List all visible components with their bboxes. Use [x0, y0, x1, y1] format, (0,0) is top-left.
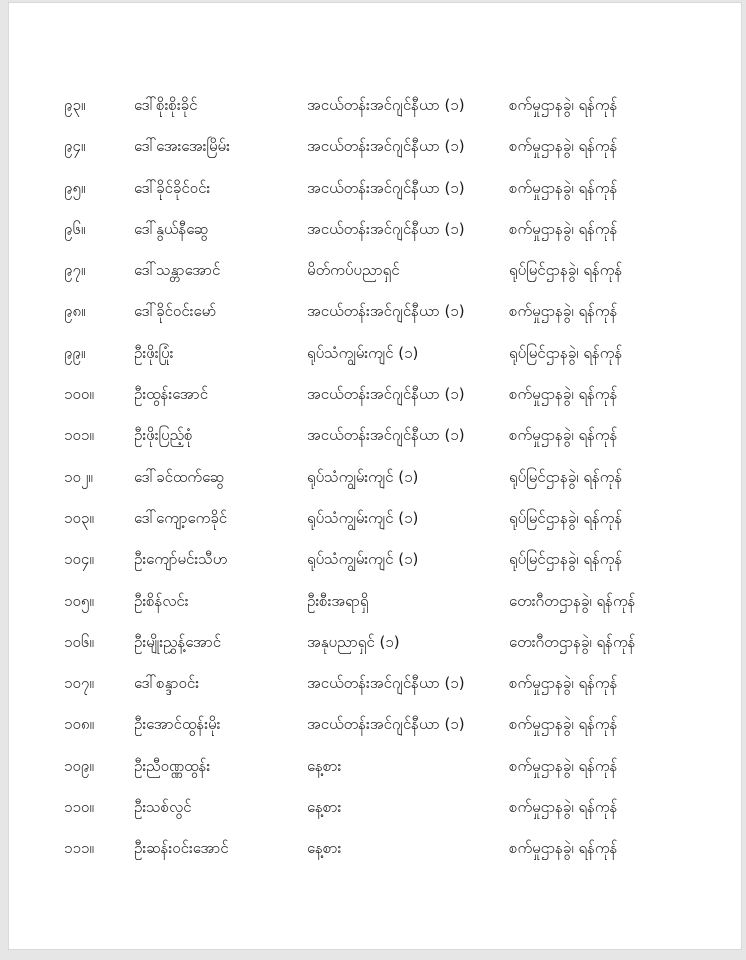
position-title: ရုပ်သံကျွမ်းကျင် (၁): [307, 343, 419, 362]
position-title: မိတ်ကပ်ပညာရှင်: [307, 261, 400, 280]
position-title: ရုပ်သံကျွမ်းကျင် (၁): [307, 508, 419, 527]
position-title: အငယ်တန်းအင်ဂျင်နီယာ (၁): [307, 96, 465, 114]
person-name: ဒေါ်ခိုင်ခိုင်ဝင်း: [134, 178, 211, 197]
position-title: အငယ်တန်းအင်ဂျင်နီယာ (၁): [307, 178, 465, 197]
department: ရုပ်မြင်ဌာနခွဲ၊ ရန်ကုန်: [509, 508, 623, 527]
person-name: ဒေါ်ခင်ထက်ဆွေ: [134, 467, 225, 486]
staff-list: [9, 83, 741, 868]
department: ရုပ်မြင်ဌာနခွဲ၊ ရန်ကုန်: [509, 343, 623, 362]
person-name: ဒေါ်အေးအေးမြိမ်း: [134, 137, 230, 156]
position-title: အငယ်တန်းအင်ဂျင်နီယာ (၁): [307, 426, 465, 445]
position-title: နေ့စား: [307, 798, 342, 817]
list-item: [9, 413, 741, 454]
list-item: [9, 124, 741, 165]
row-number: ၁၀၀။: [64, 385, 94, 404]
person-name: ဦးအောင်ထွန်းမိုး: [134, 715, 221, 734]
department: စက်မှုဌာနခွဲ၊ ရန်ကုန်: [509, 137, 618, 156]
person-name: ဦးကျော်မင်းသီဟ: [134, 550, 228, 569]
row-number: ၁၀၅။: [64, 591, 94, 610]
person-name: ဒေါ်ခိုင်ဝင်းမော်: [134, 302, 217, 321]
department: စက်မှုဌာနခွဲ၊ ရန်ကုန်: [509, 674, 618, 693]
department: တေးဂီတဌာနခွဲ၊ ရန်ကုန်: [509, 591, 636, 610]
department: ရုပ်မြင်ဌာနခွဲ၊ ရန်ကုန်: [509, 261, 623, 280]
person-name: ဦးဖိုးပြုံး: [134, 343, 174, 362]
department: စက်မှုဌာနခွဲ၊ ရန်ကုန်: [509, 715, 618, 734]
person-name: ဦးဆန်းဝင်းအောင်: [134, 839, 229, 858]
row-number: ၁၀၁။: [64, 426, 94, 445]
person-name: ဒေါ်နွယ်နီဆွေ: [134, 219, 209, 238]
list-item: [9, 248, 741, 289]
position-title: အငယ်တန်းအင်ဂျင်နီယာ (၁): [307, 385, 465, 404]
list-item: [9, 579, 741, 620]
row-number: ၁၀၇။: [64, 674, 94, 693]
row-number: ၉၆။: [64, 219, 86, 238]
list-item: [9, 537, 741, 578]
row-number: ၁၁၁။: [64, 839, 94, 858]
row-number: ၉၃။: [64, 96, 86, 114]
position-title: နေ့စား: [307, 756, 342, 775]
department: စက်မှုဌာနခွဲ၊ ရန်ကုန်: [509, 302, 618, 321]
list-item: [9, 620, 741, 661]
person-name: ဦးစိန်လင်း: [134, 591, 189, 610]
row-number: ၁၁၀။: [64, 798, 94, 817]
list-item: [9, 166, 741, 207]
department: ရုပ်မြင်ဌာနခွဲ၊ ရန်ကုန်: [509, 467, 623, 486]
person-name: ဦးသစ်လွင်: [134, 798, 192, 817]
position-title: အငယ်တန်းအင်ဂျင်နီယာ (၁): [307, 219, 465, 238]
row-number: ၁၀၂။: [64, 467, 93, 486]
department: ရုပ်မြင်ဌာနခွဲ၊ ရန်ကုန်: [509, 550, 623, 569]
row-number: ၁၀၃။: [64, 508, 94, 527]
department: စက်မှုဌာနခွဲ၊ ရန်ကုန်: [509, 96, 618, 114]
person-name: ဦးမျိုးညွှန့်အောင်: [134, 632, 222, 651]
list-item: [9, 372, 741, 413]
department: တေးဂီတဌာနခွဲ၊ ရန်ကုန်: [509, 632, 636, 651]
list-item: [9, 744, 741, 785]
row-number: ၁၀၆။: [64, 632, 94, 651]
position-title: အငယ်တန်းအင်ဂျင်နီယာ (၁): [307, 674, 465, 693]
position-title: အငယ်တန်းအင်ဂျင်နီယာ (၁): [307, 302, 465, 321]
person-name: ဦးညီဝဏ္ဏထွန်း: [134, 756, 211, 775]
list-item: [9, 785, 741, 826]
person-name: ဒေါ်ကျော့ကေခိုင်: [134, 508, 228, 527]
row-number: ၉၄။: [64, 137, 86, 156]
row-number: ၉၈။: [64, 302, 86, 321]
position-title: ဦးစီးအရာရှိ: [307, 591, 369, 610]
department: စက်မှုဌာနခွဲ၊ ရန်ကုန်: [509, 385, 618, 404]
department: စက်မှုဌာနခွဲ၊ ရန်ကုန်: [509, 219, 618, 238]
department: စက်မှုဌာနခွဲ၊ ရန်ကုန်: [509, 756, 618, 775]
position-title: ရုပ်သံကျွမ်းကျင် (၁): [307, 467, 419, 486]
row-number: ၁၀၈။: [64, 715, 94, 734]
row-number: ၉၅။: [64, 178, 86, 197]
list-item: [9, 496, 741, 537]
position-title: နေ့စား: [307, 839, 342, 858]
position-title: ရုပ်သံကျွမ်းကျင် (၁): [307, 550, 419, 569]
document-page: [8, 2, 742, 950]
list-item: [9, 331, 741, 372]
person-name: ဒေါ်စိုးစိုးခိုင်: [134, 96, 198, 114]
department: စက်မှုဌာနခွဲ၊ ရန်ကုန်: [509, 798, 618, 817]
person-name: ဦးထွန်းအောင်: [134, 385, 209, 404]
person-name: ဒေါ်သန္တာအောင်: [134, 261, 221, 280]
list-item: [9, 661, 741, 702]
department: စက်မှုဌာနခွဲ၊ ရန်ကုန်: [509, 178, 618, 197]
department: စက်မှုဌာနခွဲ၊ ရန်ကုန်: [509, 426, 618, 445]
row-number: ၁၀၉။: [64, 756, 94, 775]
person-name: ဦးဖိုးပြည့်စုံ: [134, 426, 193, 445]
list-item: [9, 207, 741, 248]
department: စက်မှုဌာနခွဲ၊ ရန်ကုန်: [509, 839, 618, 858]
row-number: ၁၀၄။: [64, 550, 94, 569]
list-item: [9, 83, 741, 124]
list-item: [9, 826, 741, 867]
person-name: ဒေါ်စန္ဒာဝင်း: [134, 674, 200, 693]
list-item: [9, 455, 741, 496]
list-item: [9, 289, 741, 330]
row-number: ၉၇။: [64, 261, 86, 280]
list-item: [9, 702, 741, 743]
row-number: ၉၉။: [64, 343, 86, 362]
position-title: အငယ်တန်းအင်ဂျင်နီယာ (၁): [307, 715, 465, 734]
position-title: အငယ်တန်းအင်ဂျင်နီယာ (၁): [307, 137, 465, 156]
position-title: အနုပညာရှင် (၁): [307, 632, 400, 651]
